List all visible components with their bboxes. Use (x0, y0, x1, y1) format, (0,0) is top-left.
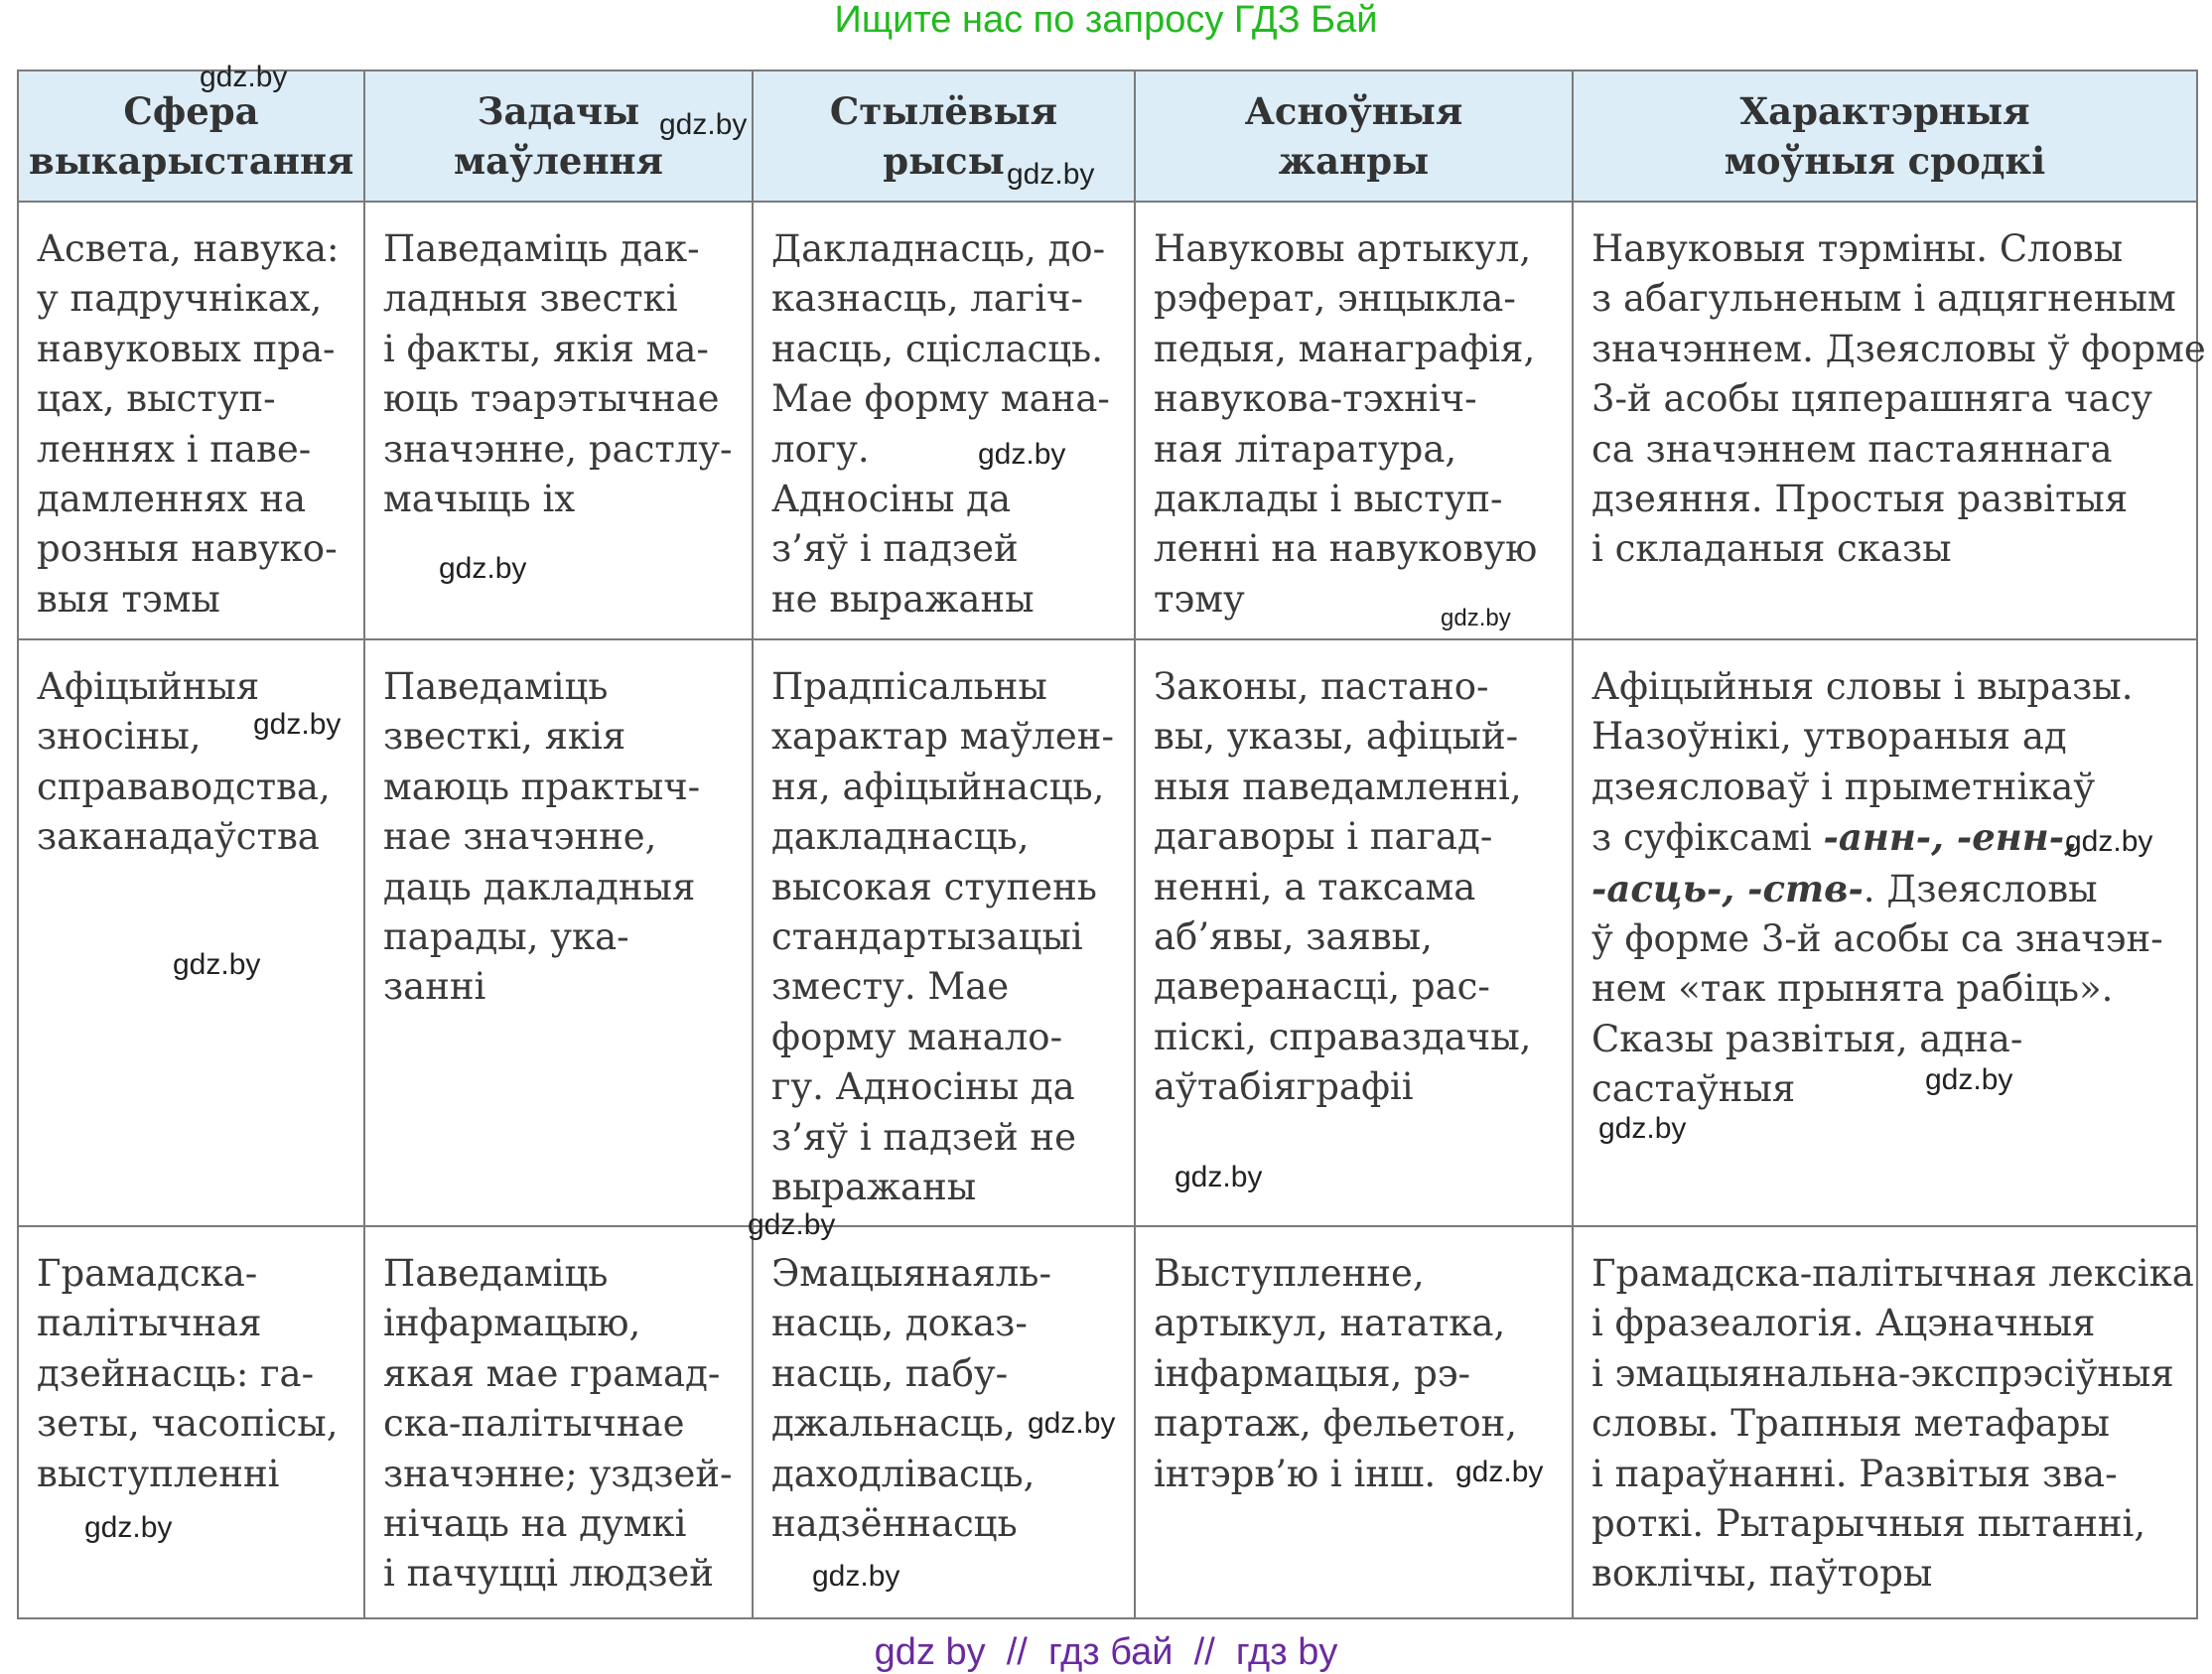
header-sphere: Сфера выкарыстання (18, 70, 364, 202)
cell-r1-means: Навуковыя тэрміны. Словы з абагульненым і адцягненым значэннем. Дзеясловы ў форме 3-й асобы цяперашняга часу са значэннем пастаяннага дзеяння. Простыя развітыя і складаныя сказы (1573, 202, 2197, 639)
watermark: gdz.by (173, 948, 261, 981)
cell-r3-genres: Выступленне, артыкул, нататка, інфармацыя, рэ- партаж, фельетон, інтэрв’ю і інш. (1135, 1226, 1573, 1618)
watermark: gdz.by (253, 708, 342, 741)
footer-links: gdz by // гдз бай // гдз by (874, 1631, 1338, 1673)
top-banner: Ищите нас по запросу ГДЗ Бай (834, 0, 1378, 41)
cell-r2-sphere: Афіцыйныя зносіны, справаводства, заканадаўства (18, 639, 364, 1226)
cell-r1-tasks: Паведаміць дак- ладныя звесткі і факты, якія ма- юць тэарэтычнае значэнне, растлу- мачыць іх (364, 202, 753, 639)
cell-r1-sphere: Асвета, навука: у падручніках, навуковых пра- цах, выступ- леннях і паве- дамленнях на розныя навуко- выя тэмы (18, 202, 364, 639)
watermark: gdz.by (812, 1560, 900, 1593)
cell-r1-features: Дакладнасць, до- казнасць, лагіч- насць, сціcласць. Мае форму мана- логу. Адносіны да з’яў і падзей не выражаны (753, 202, 1135, 639)
table-row-official (18, 639, 2197, 1226)
watermark: gdz.by (84, 1511, 173, 1544)
cell-r2-genres: Законы, пастано- вы, указы, афіцый- ныя паведамленні, дагаворы і пагад- ненні, а таксама аб’явы, заявы, даверанасці, рас- піскі, справаздачы, аўтабіяграфіі (1135, 639, 1573, 1226)
watermark: gdz.by (659, 108, 748, 141)
watermark: gdz.by (1175, 1161, 1263, 1193)
watermark: gdz.by (1455, 1456, 1544, 1488)
header-language-means: Характэрныя моўныя сродкі (1573, 70, 2197, 202)
styles-table (17, 70, 2206, 1619)
watermark: gdz.by (1028, 1407, 1116, 1440)
cell-r3-sphere: Грамадска- палітычная дзейнасць: га- зеты, часопісы, выступленні (18, 1226, 364, 1618)
header-row (18, 70, 2197, 202)
header-tasks: Задачы маўлення (364, 70, 753, 202)
watermark: gdz.by (1441, 605, 1511, 631)
header-genres: Асноўныя жанры (1135, 70, 1573, 202)
watermark: gdz.by (1925, 1063, 2013, 1096)
cell-r3-features: Эмацыянаяль- насць, доказ- насць, пабу- джальнасць, даходлівасць, надзённасць (753, 1226, 1135, 1618)
cell-r3-tasks: Паведаміць інфармацыю, якая мае грамад- ска-палітычнае значэнне; уздзей- нічаць на думкі і пачуцці людзей (364, 1226, 753, 1618)
watermark: gdz.by (1007, 158, 1095, 191)
watermark: gdz.by (978, 438, 1066, 471)
cell-r2-features: Прадпісальны характар маўлен- ня, афіцыйнасць, дакладнасць, высокая ступень стандартызацыі зместу. Мае форму маналo- гу. Адносіны да з’яў і падзей не выражаны (753, 639, 1135, 1226)
cell-r1-genres: Навуковы артыкул, рэферат, энцыкла- педыя, манаграфія, навукова-тэхніч- ная літаратура, даклады і выступ- ленні на навуковую тэму (1135, 202, 1573, 639)
table-row-scientific (18, 202, 2197, 639)
cell-r3-means: Грамадска-палітычная лексіка і фразеалогія. Ацэначныя і эмацыянальна-экспрэсіўныя словы. Трапныя метафары і параўнанні. Развітыя зва- роткі. Рытарычныя пытанні, воклічы, паўторы (1573, 1226, 2197, 1618)
watermark: gdz.by (748, 1208, 836, 1241)
cell-r2-tasks: Паведаміць звесткі, якія маюць практыч- нае значэнне, даць дакладныя парады, ука- занні (364, 639, 753, 1226)
watermark: gdz.by (1598, 1112, 1687, 1145)
watermark: gdz.by (200, 61, 288, 93)
watermark: gdz.by (2065, 825, 2153, 858)
cell-r2-means: Афіцыйныя словы і выразы. Назоўнікі, утвораныя ад дзеясловаў і прыметнікаў з суфіксамі -анн-, -енн-, -асць-, -ств-. Дзеясловы ў форме 3-й асобы са значэн- нем «так прынята рабіць». Сказы развітыя, адна- састаўныя (1573, 639, 2197, 1226)
watermark: gdz.by (439, 552, 527, 585)
header-style-features: Стылёвыя рысы (753, 70, 1135, 202)
